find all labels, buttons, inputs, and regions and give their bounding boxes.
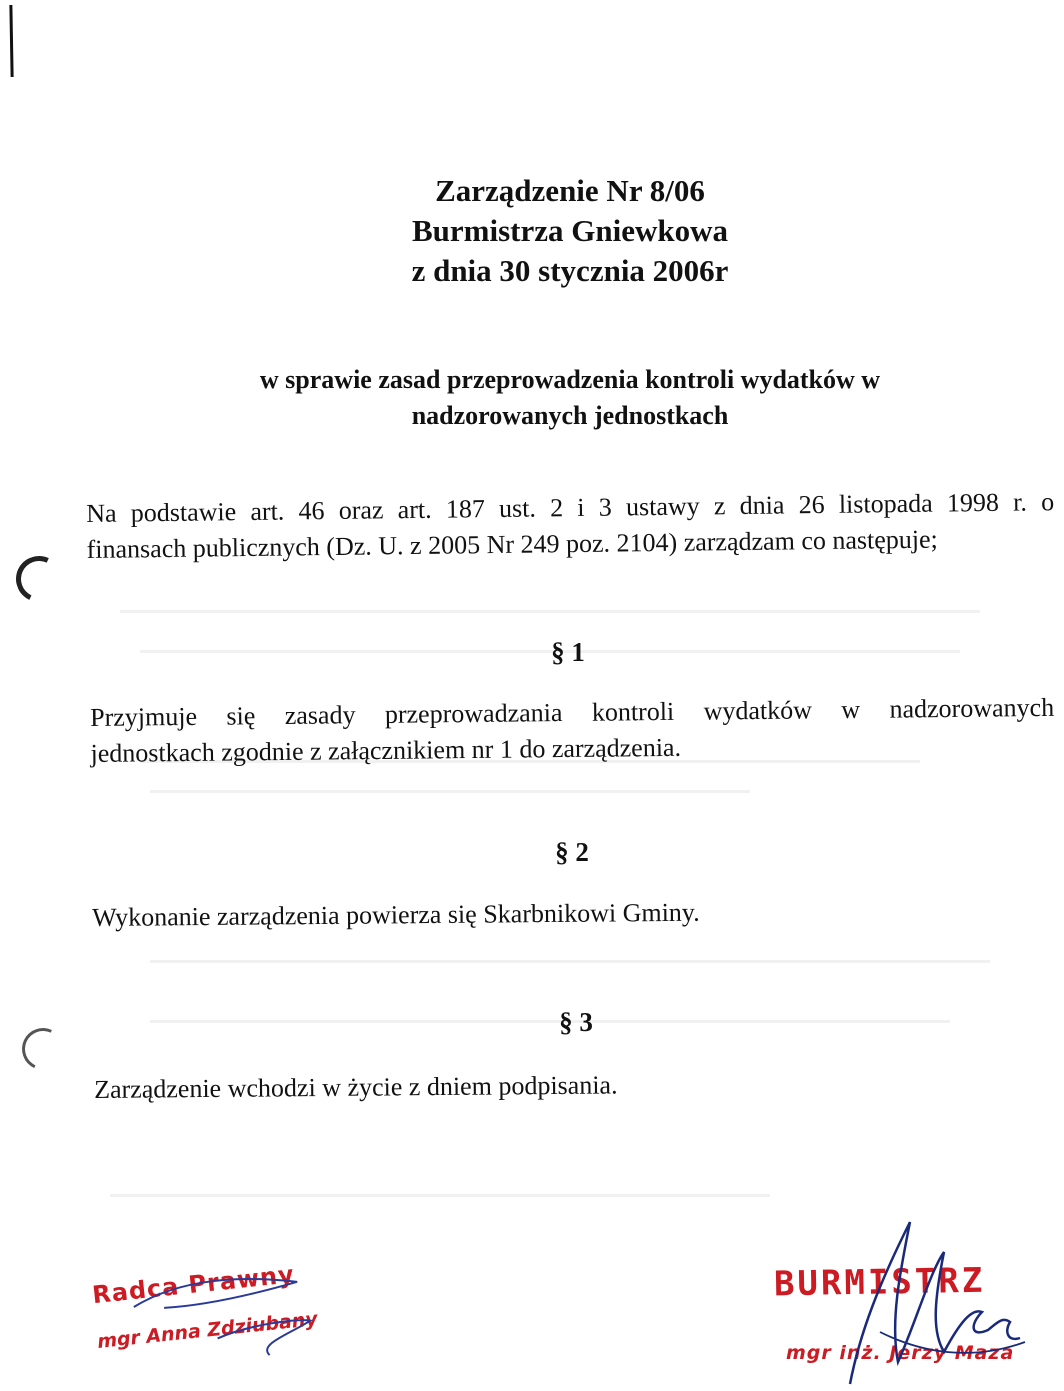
subject-line: nadzorowanych jednostkach (411, 401, 729, 430)
word: wydatków (703, 695, 813, 726)
word: 2 (549, 493, 564, 523)
word: ustawy (625, 491, 700, 522)
word: o (1040, 487, 1055, 517)
scan-edge-mark (9, 5, 13, 77)
word: 26 (798, 489, 825, 520)
word: oraz (338, 495, 384, 525)
word: Przyjmuje (90, 701, 198, 732)
counsel-signature-strokes (91, 1255, 351, 1391)
word: zasady (284, 700, 356, 730)
word: 1998 (946, 487, 1000, 518)
section-mark-2: § 2 (555, 837, 589, 867)
word: listopada (838, 488, 933, 519)
subject (180, 362, 960, 434)
legal-basis-line: finansach publicznych (Dz. U. z 2005 Nr 249 poz. 2104) zarządzam co następuje; (86, 524, 938, 564)
word: się (226, 701, 256, 731)
section-mark-3: § 3 (559, 1007, 593, 1037)
decree-number: Zarządzenie Nr 8/06 (435, 173, 705, 208)
word: 46 (298, 496, 325, 526)
word: i (577, 492, 585, 522)
legal-counsel-stamp (91, 1255, 351, 1391)
stamp-title: BURMISTRZ (773, 1260, 986, 1305)
word: podstawie (130, 497, 237, 528)
word: ust. (498, 493, 537, 523)
stamp-title: Radca Prawny (90, 1260, 296, 1310)
word: kontroli (591, 696, 675, 727)
stamp-name: mgr Anna Zdziubany (96, 1307, 319, 1353)
word: przeprowadzania (384, 698, 563, 729)
word: dnia (739, 490, 785, 521)
mayor-signature (820, 1212, 1040, 1388)
subject-line: w sprawie zasad przeprowadzenia kontroli wydatków w (259, 365, 881, 394)
word: 3 (598, 492, 612, 522)
section-1-line: jednostkach zgodnie z załącznikiem nr 1 do zarządzenia. (90, 732, 682, 768)
word: art. (250, 496, 285, 526)
word: w (841, 694, 861, 725)
legal-basis (86, 484, 1055, 568)
word: z (713, 491, 726, 521)
section-3-text: Zarządzenie wchodzi w życie z dniem podpisania. (94, 1070, 618, 1104)
word: nadzorowanych (889, 692, 1055, 724)
word: Na (86, 498, 117, 528)
word: art. (397, 494, 432, 525)
word: 187 (445, 494, 486, 524)
punch-hole-mark (10, 550, 69, 609)
stamp-name: mgr inż. Jerzy Maza (786, 1342, 1015, 1364)
issue-date: z dnia 30 stycznia 2006r (411, 253, 729, 288)
section-1-text (90, 690, 1055, 772)
word: r. (1012, 487, 1028, 517)
issuer: Burmistrza Gniewkowa (411, 213, 728, 248)
section-2-text: Wykonanie zarządzenia powierza się Skarbnikowi Gminy. (92, 897, 700, 932)
section-mark-1: § 1 (551, 637, 585, 667)
punch-hole-mark (16, 1022, 70, 1076)
